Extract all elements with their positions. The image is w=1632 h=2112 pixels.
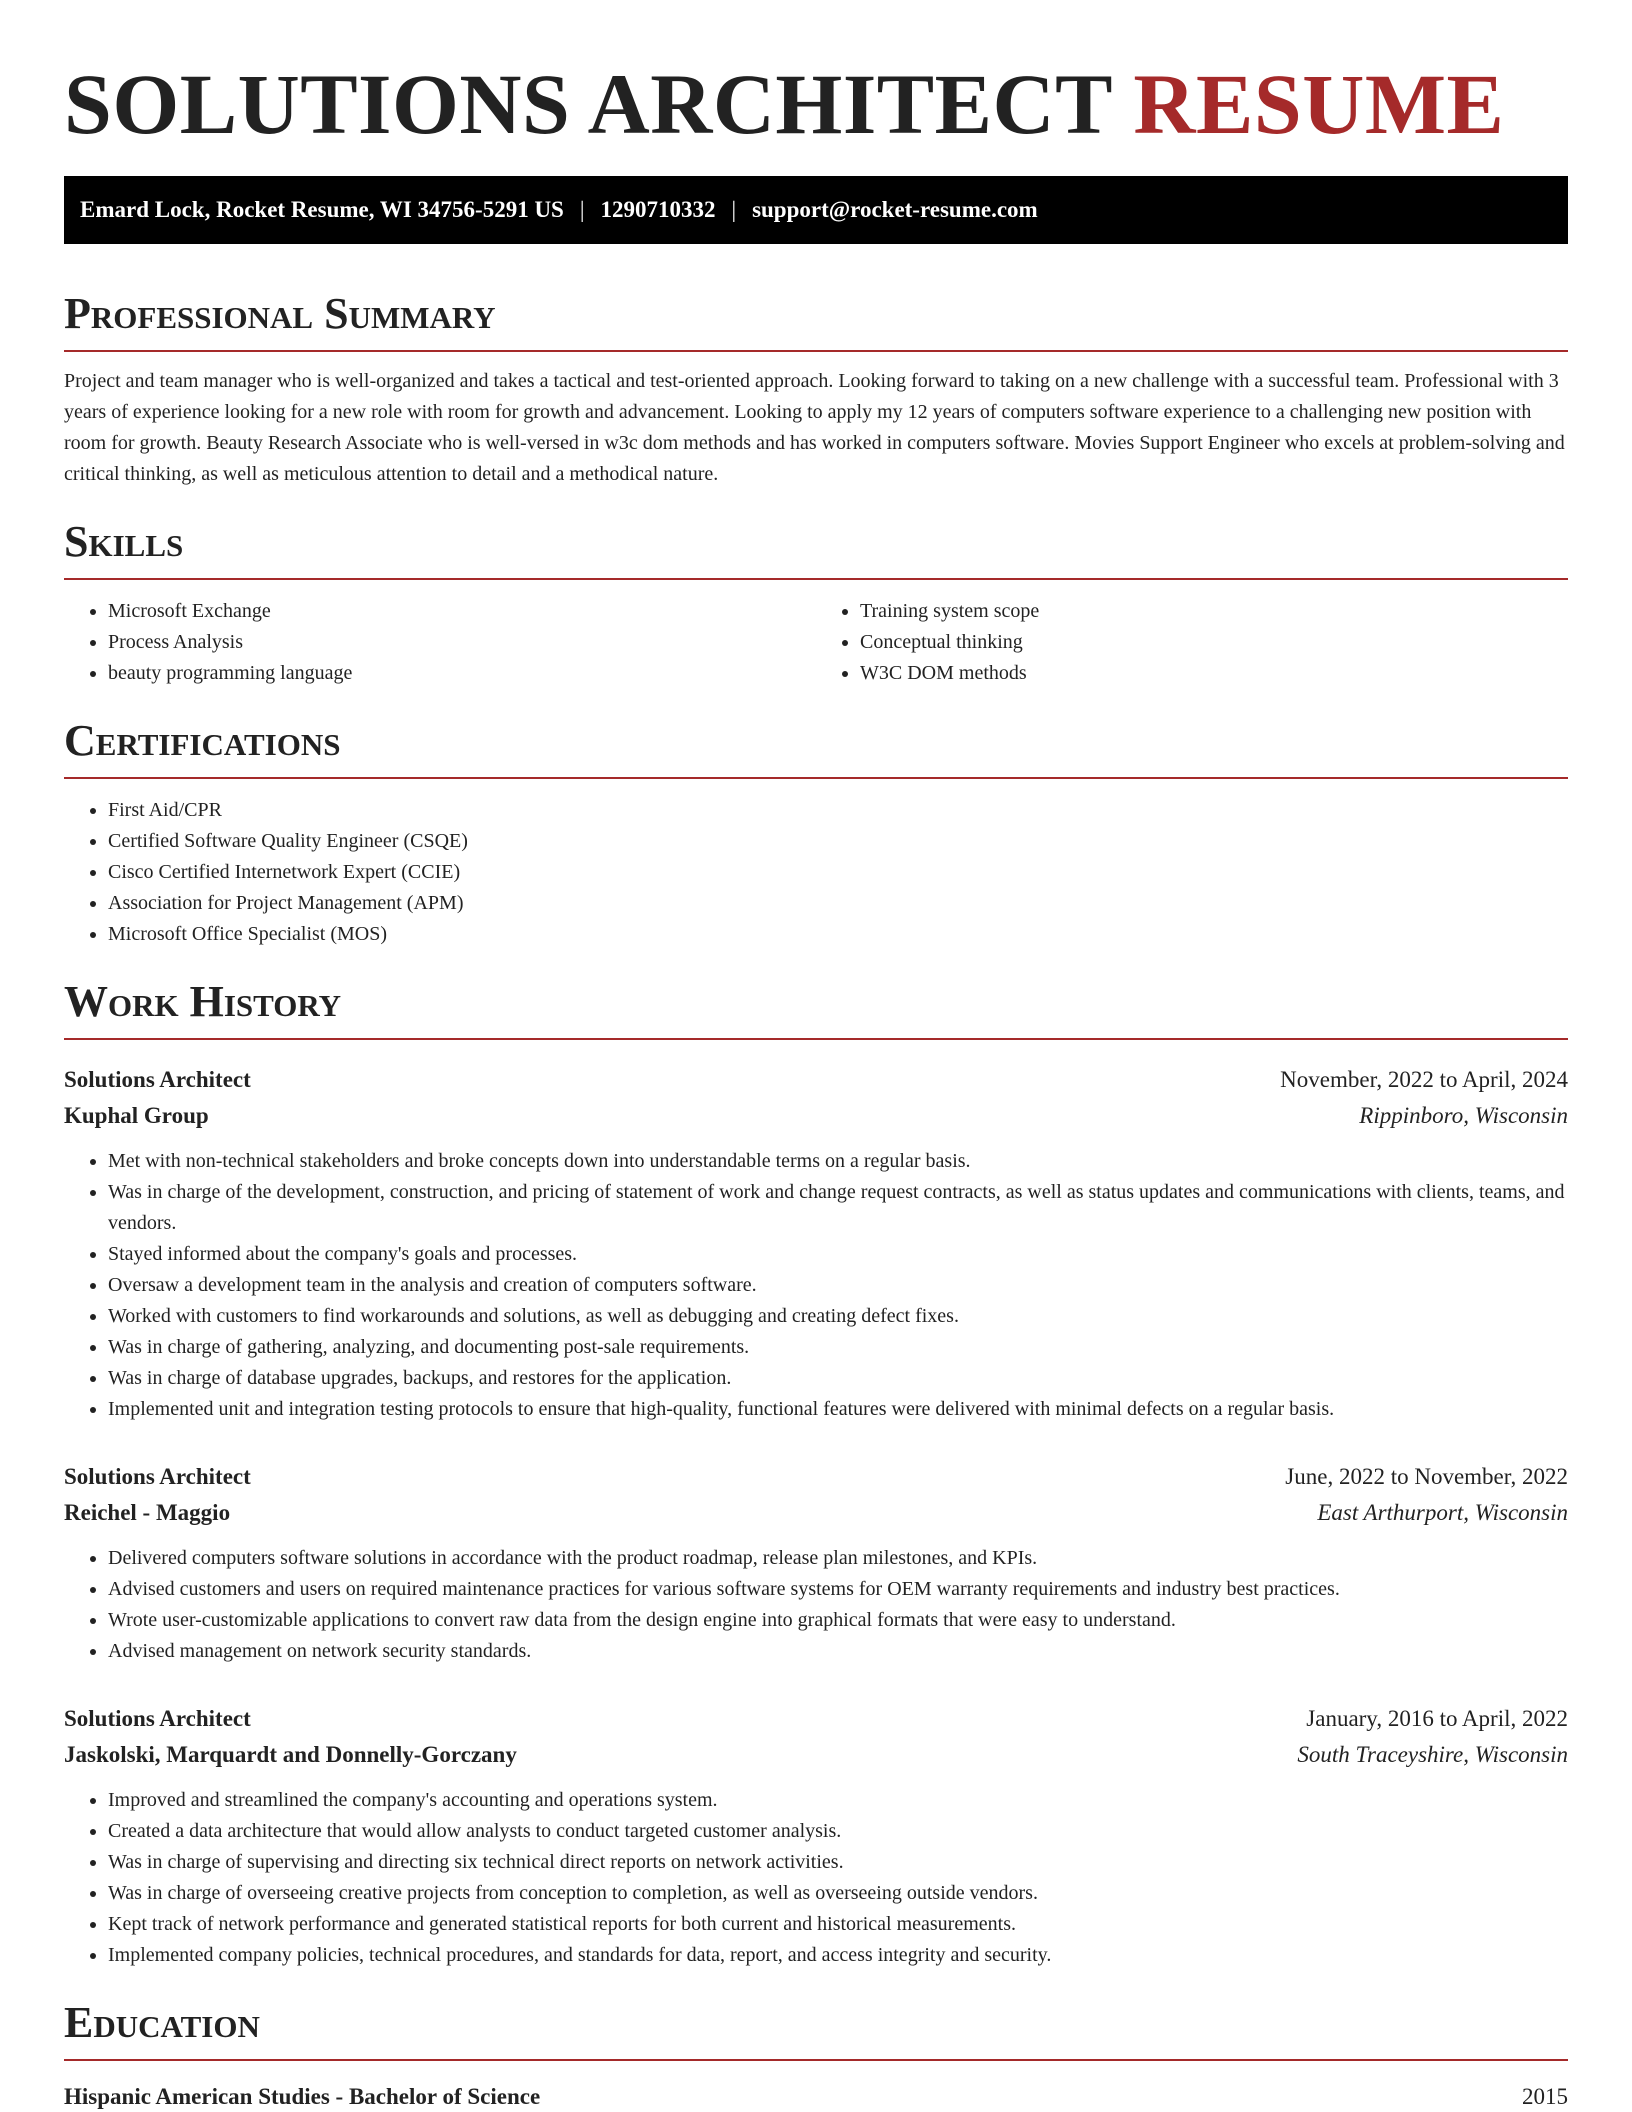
job-header-row	[64, 1062, 1568, 1098]
section-heading-work-history: Work History	[64, 976, 1568, 1040]
job-bullet: • Advised customers and users on required maintenance practices for various software systems for OEM warranty requirements and industry best practices.	[108, 1574, 1568, 1605]
job-dates: January, 2016 to April, 2022	[1306, 1706, 1568, 1731]
contact-separator: |	[731, 197, 737, 222]
title-accent: RESUME	[1133, 56, 1505, 152]
education-year: 2015	[1522, 2084, 1568, 2109]
job-bullet: • Advised management on network security standards.	[108, 1636, 1568, 1667]
job-location: South Traceyshire, Wisconsin	[1297, 1742, 1568, 1767]
job-title: Solutions Architect	[64, 1706, 251, 1731]
job-bullets	[64, 1146, 1568, 1425]
job-title: Solutions Architect	[64, 1464, 251, 1489]
job-bullet: • Improved and streamlined the company's accounting and operations system.	[108, 1785, 1568, 1816]
job-bullet: • Implemented company policies, technical procedures, and standards for data, report, and access integrity and security.	[108, 1940, 1568, 1971]
contact-bar	[64, 176, 1568, 244]
skill-item: • W3C DOM methods	[860, 658, 1568, 689]
summary-text: Project and team manager who is well-organized and takes a tactical and test-oriented approach. Looking forward to taking on a new challenge with a successful team. Professional with 3 years of experience looking for a new role with room for growth and advancement. Looking to apply my 12 years of computers software experience to a challenging new position with room for growth. Beauty Research Associate who is well-versed in w3c dom methods and has worked in computers software. Movies Support Engineer who excels at problem-solving and critical thinking, as well as meticulous attention to detail and a methodical nature.	[64, 370, 1565, 485]
contact-address: Emard Lock, Rocket Resume, WI 34756-5291 US	[80, 197, 564, 222]
skill-item: • Process Analysis	[108, 627, 816, 658]
education-degree: Hispanic American Studies - Bachelor of Science	[64, 2084, 541, 2109]
job-bullet: • Was in charge of supervising and directing six technical direct reports on network activities.	[108, 1847, 1568, 1878]
job-bullet: • Wrote user-customizable applications to convert raw data from the design engine into graphical formats that were easy to understand.	[108, 1605, 1568, 1636]
contact-email: support@rocket-resume.com	[752, 197, 1038, 222]
job-dates: June, 2022 to November, 2022	[1285, 1464, 1568, 1489]
certification-item: • Association for Project Management (APM)	[108, 888, 1568, 919]
job-company-row	[64, 1495, 1568, 1531]
certifications-list	[64, 795, 1568, 950]
job-company-row	[64, 1098, 1568, 1134]
job-bullet: • Implemented unit and integration testing protocols to ensure that high-quality, functional features were delivered with minimal defects on a regular basis.	[108, 1394, 1568, 1425]
skills-grid	[64, 596, 1568, 689]
skill-item: • Training system scope	[860, 596, 1568, 627]
job-bullet: • Was in charge of overseeing creative projects from conception to completion, as well as overseeing outside vendors.	[108, 1878, 1568, 1909]
job-company: Kuphal Group	[64, 1103, 209, 1128]
job-bullet: • Kept track of network performance and generated statistical reports for both current and historical measurements.	[108, 1909, 1568, 1940]
job-bullet: • Worked with customers to find workarounds and solutions, as well as debugging and creating defect fixes.	[108, 1301, 1568, 1332]
job-bullet: • Was in charge of database upgrades, backups, and restores for the application.	[108, 1363, 1568, 1394]
job-header-row	[64, 1459, 1568, 1495]
certification-item: • Cisco Certified Internetwork Expert (CCIE)	[108, 857, 1568, 888]
education-row	[64, 2079, 1568, 2112]
job-entry	[64, 1459, 1568, 1667]
contact-separator: |	[579, 197, 585, 222]
title-main: SOLUTIONS ARCHITECT	[64, 56, 1112, 152]
job-company: Reichel - Maggio	[64, 1500, 231, 1525]
certification-item: • Certified Software Quality Engineer (CSQE)	[108, 826, 1568, 857]
job-bullet: • Met with non-technical stakeholders and broke concepts down into understandable terms on a regular basis.	[108, 1146, 1568, 1177]
section-heading-skills: Skills	[64, 516, 1568, 580]
job-bullet: • Delivered computers software solutions in accordance with the product roadmap, release plan milestones, and KPIs.	[108, 1543, 1568, 1574]
skill-item: • Microsoft Exchange	[108, 596, 816, 627]
section-heading-summary: Professional Summary	[64, 288, 1568, 352]
resume-title	[64, 0, 1568, 150]
job-bullets	[64, 1543, 1568, 1667]
job-location: Rippinboro, Wisconsin	[1359, 1103, 1568, 1128]
skills-list-left	[64, 596, 816, 689]
job-bullet: • Created a data architecture that would allow analysts to conduct targeted customer analysis.	[108, 1816, 1568, 1847]
job-entry	[64, 1062, 1568, 1425]
job-bullet: • Was in charge of the development, construction, and pricing of statement of work and change request contracts, as well as status updates and communications with clients, teams, and vendors.	[108, 1177, 1568, 1239]
job-company: Jaskolski, Marquardt and Donnelly-Gorczany	[64, 1742, 517, 1767]
job-location: East Arthurport, Wisconsin	[1317, 1500, 1568, 1525]
job-bullet: • Oversaw a development team in the analysis and creation of computers software.	[108, 1270, 1568, 1301]
job-bullets	[64, 1785, 1568, 1971]
section-heading-certifications: Certifications	[64, 715, 1568, 779]
skill-item: • Conceptual thinking	[860, 627, 1568, 658]
job-company-row	[64, 1737, 1568, 1773]
certification-item: • Microsoft Office Specialist (MOS)	[108, 919, 1568, 950]
job-entry	[64, 1701, 1568, 1971]
contact-phone: 1290710332	[600, 197, 716, 222]
job-title: Solutions Architect	[64, 1067, 251, 1092]
skill-item: • beauty programming language	[108, 658, 816, 689]
job-bullet: • Was in charge of gathering, analyzing, and documenting post-sale requirements.	[108, 1332, 1568, 1363]
certification-item: • First Aid/CPR	[108, 795, 1568, 826]
skills-list-right	[816, 596, 1568, 689]
job-dates: November, 2022 to April, 2024	[1280, 1067, 1568, 1092]
section-heading-education: Education	[64, 1997, 1568, 2061]
job-header-row	[64, 1701, 1568, 1737]
job-bullet: • Stayed informed about the company's goals and processes.	[108, 1239, 1568, 1270]
